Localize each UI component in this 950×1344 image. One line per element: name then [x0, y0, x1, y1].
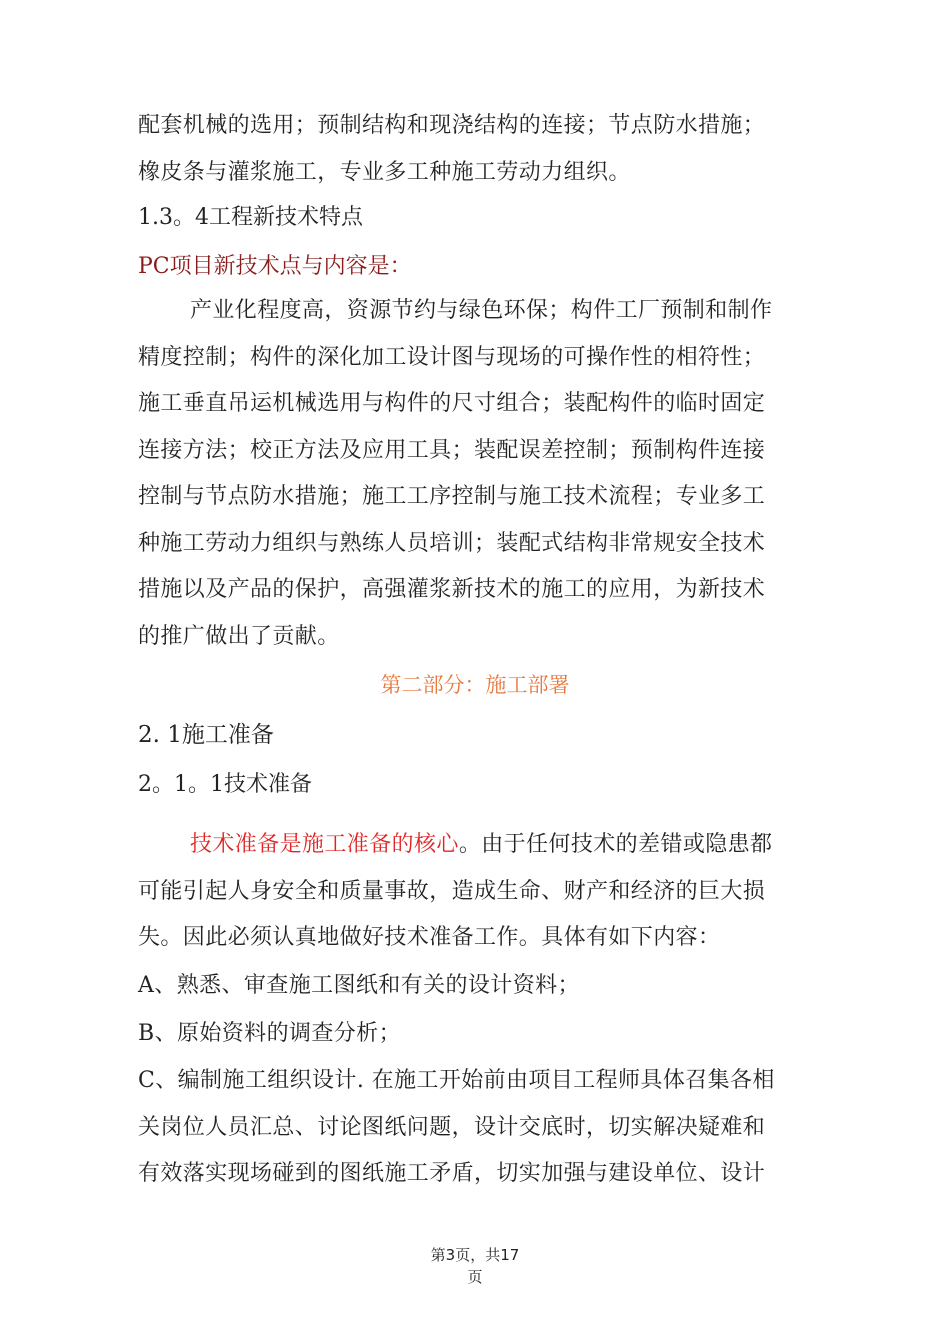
tech-line-2: 精度控制；构件的深化加工设计图与现场的可操作性的相符性；: [138, 344, 766, 370]
tech-line-7: 措施以及产品的保护，高强灌浆新技术的施工的应用，为新技术: [138, 577, 766, 602]
prep-line-1: [138, 822, 818, 869]
heading-1-3-4: 1.3。4工程新技术特点: [138, 205, 363, 230]
tech-line-3: 施工垂直吊运机械选用与构件的尺寸组合；装配构件的临时固定: [138, 391, 766, 416]
footer-total-pages: 17: [500, 1246, 520, 1264]
tech-line-1: 产业化程度高，资源节约与绿色环保；构件工厂预制和制作: [190, 298, 773, 323]
footer-current-page: 3: [445, 1246, 456, 1264]
item-b-text: B、原始资料的调查分析；: [138, 1021, 401, 1046]
heading-2-1-1: 2。1。1技术准备: [138, 772, 312, 797]
tech-line-8: 的推广做出了贡献。: [138, 623, 340, 649]
item-c-line-3: 有效落实现场碰到的图纸施工矛盾，切实加强与建设单位、设计: [138, 1161, 766, 1186]
heading-2-1: 2. 1施工准备: [138, 722, 274, 748]
intro-line-1: 配套机械的选用；预制结构和现浇结构的连接；节点防水措施；: [138, 113, 766, 138]
tech-paragraph: [138, 288, 818, 660]
item-b: [138, 1011, 818, 1058]
page-footer: [380, 1244, 570, 1288]
page-footer-line-1: [380, 1244, 570, 1266]
prep-line-3: 失。因此必须认真地做好技术准备工作。具体有如下内容：: [138, 925, 721, 950]
tech-line-4: 连接方法；校正方法及应用工具；装配误差控制；预制构件连接: [138, 437, 766, 463]
intro-line-2: 橡皮条与灌浆施工，专业多工种施工劳动力组织。: [138, 159, 631, 185]
item-c-line-2: 关岗位人员汇总、讨论图纸问题，设计交底时，切实解决疑难和: [138, 1114, 766, 1140]
item-a: [138, 963, 818, 1010]
pc-heading: PC项目新技术点与内容是：: [138, 254, 412, 279]
prep-line-2: 可能引起人身安全和质量事故，造成生命、财产和经济的巨大损: [138, 878, 766, 904]
prep-highlight: 技术准备是施工准备的核心: [190, 832, 459, 857]
item-c-line-1: C、编制施工组织设计. 在施工开始前由项目工程师具体召集各相: [138, 1068, 775, 1093]
part-two-title: 第二部分：施工部署: [380, 673, 570, 697]
tech-line-5: 控制与节点防水措施；施工工序控制与施工技术流程；专业多工: [138, 484, 766, 509]
footer-middle: 页，共: [455, 1246, 501, 1264]
intro-paragraph: [138, 103, 818, 196]
item-c: [138, 1058, 818, 1198]
item-a-text: A、熟悉、审查施工图纸和有关的设计资料；: [138, 973, 580, 998]
prep-paragraph: [138, 822, 818, 962]
prep-line-1-rest: 。由于任何技术的差错或隐患都: [458, 832, 773, 857]
footer-prefix: 第: [430, 1246, 446, 1264]
tech-line-6: 种施工劳动力组织与熟练人员培训；装配式结构非常规安全技术: [138, 530, 766, 556]
footer-suffix: 页: [467, 1268, 483, 1286]
